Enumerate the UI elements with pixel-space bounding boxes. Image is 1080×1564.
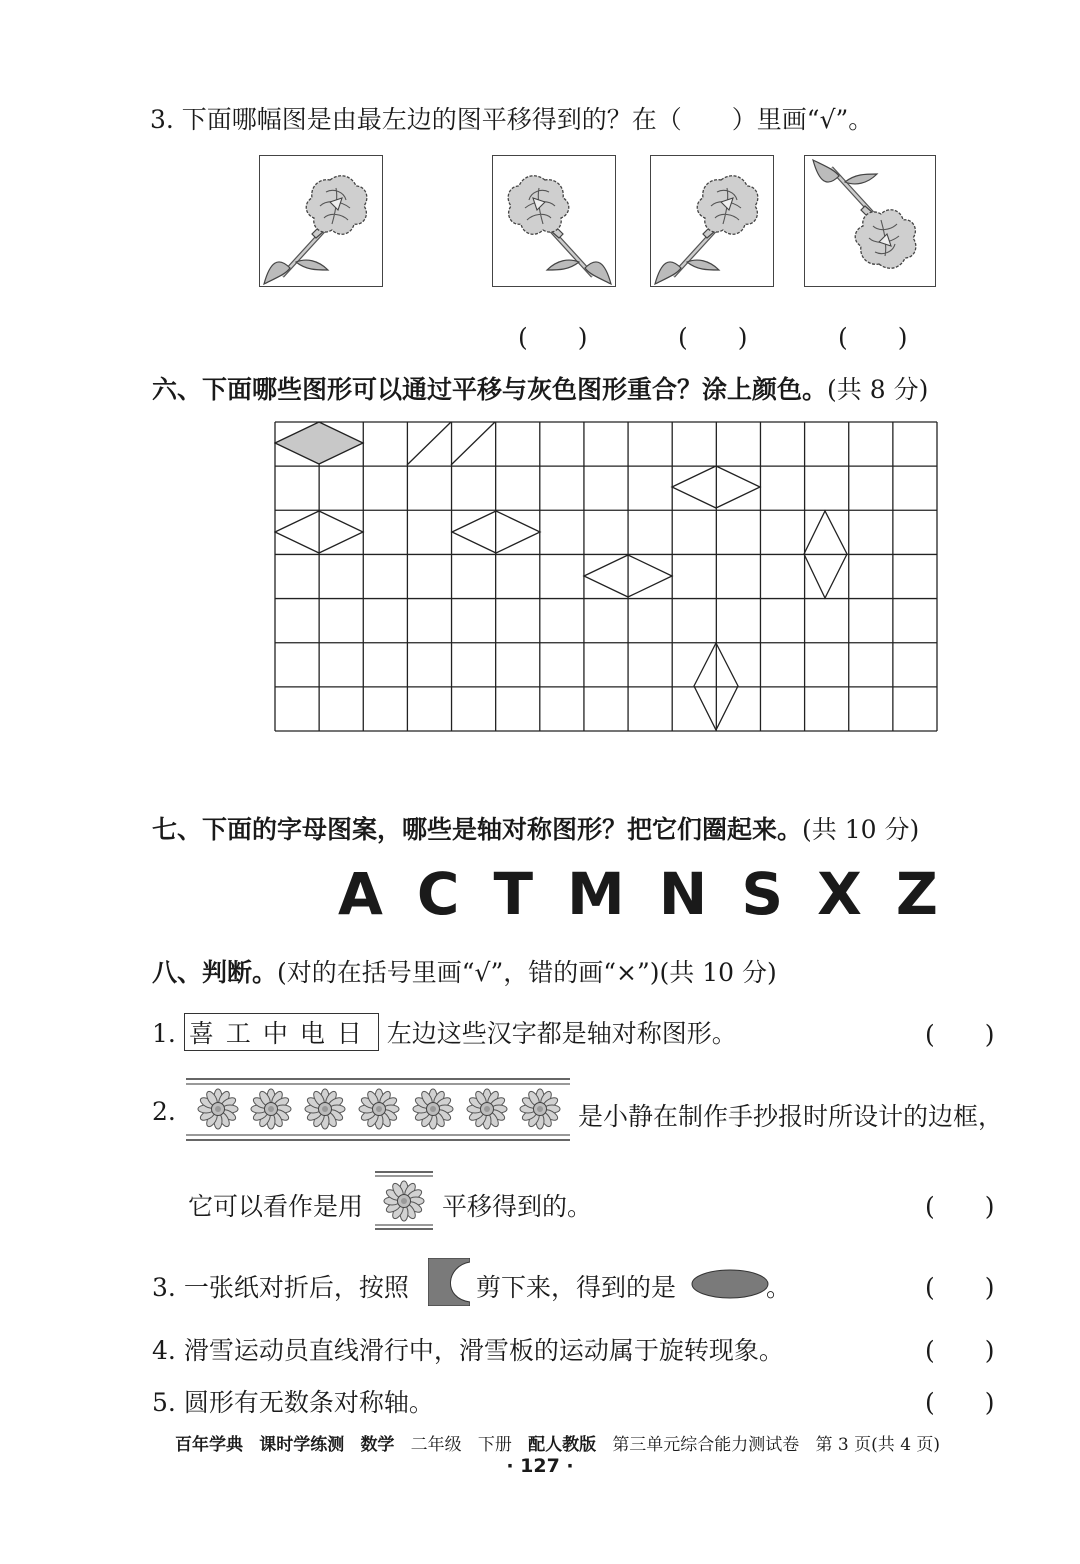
letter-c[interactable]: C bbox=[416, 860, 460, 928]
item-text: 它可以看作是用 bbox=[188, 1192, 364, 1221]
item-number: 1. bbox=[152, 1019, 176, 1048]
letter-a[interactable]: A bbox=[338, 860, 383, 928]
item-number: 2. bbox=[152, 1097, 176, 1126]
option-flower-image-2[interactable] bbox=[650, 155, 774, 287]
section8-title: 八、判断。 bbox=[152, 958, 278, 987]
letter-n[interactable]: N bbox=[658, 860, 708, 928]
option-flower-image-3[interactable] bbox=[804, 155, 936, 287]
page-number: · 127 · bbox=[506, 1455, 574, 1477]
item-text: 。 bbox=[766, 1273, 792, 1302]
footer-grade: 二年级 bbox=[410, 1435, 462, 1455]
item-text: 圆形有无数条对称轴。 bbox=[183, 1388, 434, 1417]
gray-rhombus bbox=[275, 422, 363, 464]
letter-z[interactable]: Z bbox=[895, 860, 938, 928]
folded-paper-icon bbox=[428, 1258, 470, 1306]
footer-subject: 数学 bbox=[360, 1435, 395, 1455]
item-text: 平移得到的。 bbox=[442, 1192, 593, 1221]
footer-volume: 下册 bbox=[477, 1435, 512, 1455]
item-text: 左边这些汉字都是轴对称图形。 bbox=[386, 1019, 737, 1048]
answer-paren-3[interactable]: ( ) bbox=[838, 323, 908, 352]
judge-paren-1[interactable]: ( ) bbox=[925, 1020, 995, 1049]
q3-text: 3. 下面哪幅图是由最左边的图平移得到的？在（ ）里画“√”。 bbox=[150, 105, 874, 134]
letter-m[interactable]: M bbox=[567, 860, 625, 928]
flower-icon bbox=[493, 156, 615, 286]
flower-icon bbox=[805, 156, 935, 286]
item-text: 是小静在制作手抄报时所设计的边框， bbox=[578, 1102, 1004, 1131]
judge-paren-5[interactable]: ( ) bbox=[925, 1388, 995, 1417]
ellipse-shape-icon bbox=[690, 1268, 770, 1300]
letter-row bbox=[338, 860, 938, 928]
judge-paren-4[interactable]: ( ) bbox=[925, 1336, 995, 1365]
flower-icon bbox=[651, 156, 773, 286]
diagonal-line bbox=[451, 422, 495, 465]
answer-paren-1[interactable]: ( ) bbox=[518, 323, 588, 352]
letter-s[interactable]: S bbox=[741, 860, 784, 928]
item-number: 4. bbox=[152, 1336, 176, 1365]
flower-icon bbox=[260, 156, 382, 286]
diagonal-line bbox=[407, 422, 451, 465]
section6-title: 六、下面哪些图形可以通过平移与灰色图形重合？涂上颜色。 bbox=[152, 375, 828, 404]
section7-title: 七、下面的字母图案，哪些是轴对称图形？把它们圈起来。 bbox=[152, 815, 803, 844]
section6-score: (共 8 分) bbox=[827, 375, 929, 404]
footer-page-info: 第 3 页(共 4 页) bbox=[815, 1435, 941, 1455]
item-text: 滑雪运动员直线滑行中，滑雪板的运动属于旋转现象。 bbox=[183, 1336, 784, 1365]
letter-t[interactable]: T bbox=[493, 860, 534, 928]
section8-score: (共 10 分) bbox=[659, 958, 777, 987]
item-text: 剪下来，得到的是 bbox=[476, 1273, 677, 1302]
judge-item-3 bbox=[152, 1268, 409, 1304]
daisy-border-image bbox=[186, 1077, 570, 1143]
page-footer bbox=[175, 1430, 940, 1455]
judge-item-4 bbox=[152, 1331, 784, 1367]
footer-series: 课时学练测 bbox=[259, 1435, 345, 1455]
judge-paren-2[interactable]: ( ) bbox=[925, 1192, 995, 1221]
boxed-characters: 喜工中电日 bbox=[184, 1013, 379, 1051]
section7-heading bbox=[152, 810, 919, 846]
translation-grid[interactable] bbox=[274, 421, 938, 733]
item-text: 一张纸对折后，按照 bbox=[183, 1273, 409, 1302]
single-daisy-icon bbox=[375, 1170, 433, 1232]
item-number: 5. bbox=[152, 1388, 176, 1417]
letter-x[interactable]: X bbox=[817, 860, 862, 928]
footer-test-name: 第三单元综合能力测试卷 bbox=[612, 1435, 800, 1455]
option-flower-image-1[interactable] bbox=[492, 155, 616, 287]
judge-item-1 bbox=[152, 1013, 737, 1051]
section6-heading bbox=[152, 370, 928, 406]
original-flower-image bbox=[259, 155, 383, 287]
item-number: 3. bbox=[152, 1273, 176, 1302]
judge-item-5 bbox=[152, 1383, 434, 1419]
answer-paren-2[interactable]: ( ) bbox=[678, 323, 748, 352]
section8-instruction: (对的在括号里画“√”，错的画“×”) bbox=[277, 958, 660, 987]
section8-heading bbox=[152, 953, 777, 989]
footer-edition: 配人教版 bbox=[528, 1435, 597, 1455]
judge-paren-3[interactable]: ( ) bbox=[925, 1273, 995, 1302]
section7-score: (共 10 分) bbox=[802, 815, 920, 844]
footer-brand: 百年学典 bbox=[175, 1435, 243, 1455]
